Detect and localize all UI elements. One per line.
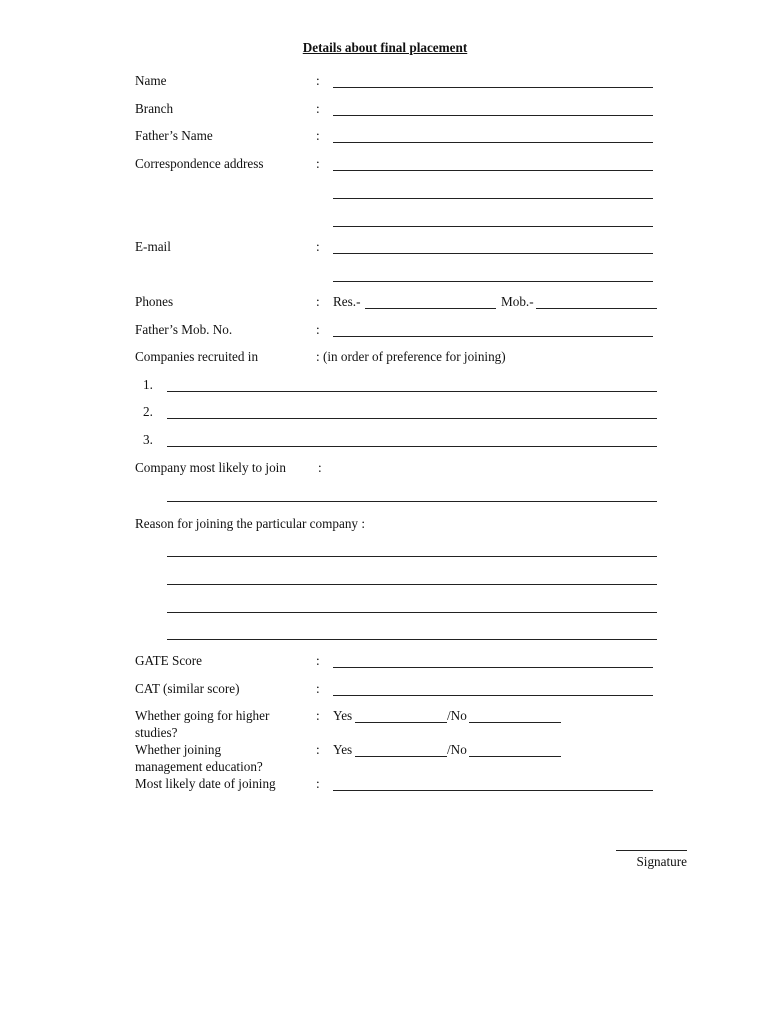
list-number-2: 2. — [143, 404, 153, 419]
colon: : — [316, 101, 320, 116]
colon: : — [316, 156, 320, 171]
reason-line-1-field[interactable] — [167, 556, 657, 557]
email-line-2-field[interactable] — [333, 281, 653, 282]
phones-label: Phones — [135, 294, 174, 309]
management-label: Whether joining — [135, 742, 222, 757]
branch-label: Branch — [135, 101, 174, 116]
company-likely-label: Company most likely to join — [135, 460, 286, 475]
management-no: /No — [447, 742, 467, 757]
colon: : — [316, 294, 320, 309]
address-line-3-field[interactable] — [333, 226, 653, 227]
companies-note: : (in order of preference for joining) — [316, 349, 506, 364]
page-title: Details about final placement — [302, 40, 468, 55]
phone-mob-field[interactable] — [536, 308, 657, 309]
gate-score-label: GATE Score — [135, 653, 203, 668]
higher-studies-no-field[interactable] — [469, 722, 561, 723]
colon: : — [316, 776, 320, 791]
email-line-1-field[interactable] — [333, 253, 653, 254]
higher-studies-yes-field[interactable] — [355, 722, 447, 723]
signature-label: Signature — [636, 854, 687, 869]
company-2-field[interactable] — [167, 418, 657, 419]
phone-mob-label: Mob.- — [501, 294, 534, 309]
fathers-mob-label: Father’s Mob. No. — [135, 322, 233, 337]
reason-line-3-field[interactable] — [167, 612, 657, 613]
address-line-1-field[interactable] — [333, 170, 653, 171]
company-likely-field[interactable] — [167, 501, 657, 502]
management-no-field[interactable] — [469, 756, 561, 757]
phone-res-label: Res.- — [333, 294, 361, 309]
colon: : — [316, 239, 320, 254]
reason-label: Reason for joining the particular company : — [135, 516, 365, 531]
signature-field[interactable] — [616, 850, 687, 851]
colon: : — [316, 128, 320, 143]
company-3-field[interactable] — [167, 446, 657, 447]
higher-studies-no: /No — [447, 708, 467, 723]
cat-score-field[interactable] — [333, 695, 653, 696]
higher-studies-label: Whether going for higher — [135, 708, 270, 723]
address-line-2-field[interactable] — [333, 198, 653, 199]
higher-studies-label-cont: studies? — [135, 725, 178, 740]
colon: : — [316, 708, 320, 723]
management-yes-field[interactable] — [355, 756, 447, 757]
management-yes: Yes — [333, 742, 353, 757]
correspondence-address-label: Correspondence address — [135, 156, 264, 171]
colon: : — [316, 322, 320, 337]
fathers-mob-field[interactable] — [333, 336, 653, 337]
fathers-name-label: Father’s Name — [135, 128, 213, 143]
name-field[interactable] — [333, 87, 653, 88]
colon: : — [316, 73, 320, 88]
name-label: Name — [135, 73, 167, 88]
date-joining-field[interactable] — [333, 790, 653, 791]
colon: : — [316, 653, 320, 668]
cat-score-label: CAT (similar score) — [135, 681, 240, 696]
list-number-1: 1. — [143, 377, 153, 392]
management-label-cont: management education? — [135, 759, 263, 774]
colon: : — [318, 460, 322, 475]
higher-studies-yes: Yes — [333, 708, 353, 723]
list-number-3: 3. — [143, 432, 153, 447]
reason-line-4-field[interactable] — [167, 639, 657, 640]
branch-field[interactable] — [333, 115, 653, 116]
date-joining-label: Most likely date of joining — [135, 776, 276, 791]
companies-recruited-label: Companies recruited in — [135, 349, 259, 364]
phone-res-field[interactable] — [365, 308, 496, 309]
company-1-field[interactable] — [167, 391, 657, 392]
colon: : — [316, 681, 320, 696]
email-label: E-mail — [135, 239, 171, 254]
reason-line-2-field[interactable] — [167, 584, 657, 585]
colon: : — [316, 742, 320, 757]
gate-score-field[interactable] — [333, 667, 653, 668]
fathers-name-field[interactable] — [333, 142, 653, 143]
